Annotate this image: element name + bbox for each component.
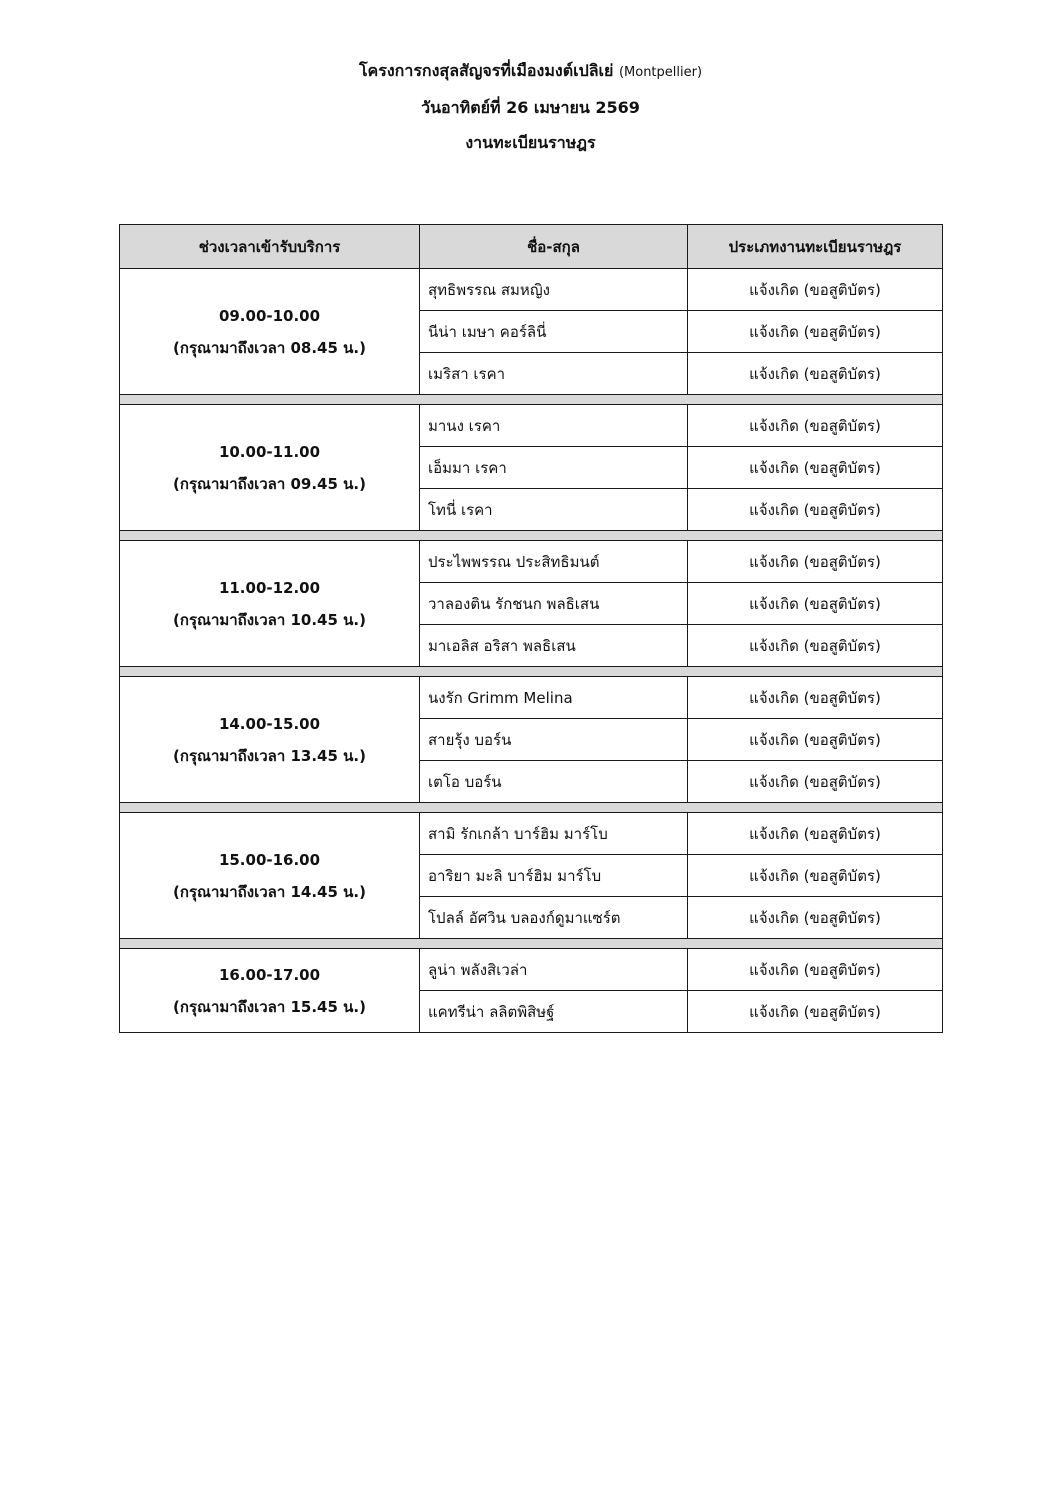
group-separator [120,803,943,813]
table-row [120,269,943,311]
service-type: แจ้งเกิด (ขอสูติบัตร) [688,353,943,395]
table-row [120,405,943,447]
title-english: (Montpellier) [618,65,703,80]
person-name: สามิ รักเกล้า บาร์ฮิม มาร์โบ [420,813,688,855]
column-header-type: ประเภทงานทะเบียนราษฎร [688,225,943,269]
person-name: เตโอ บอร์น [420,761,688,803]
person-name: มาเอลิส อริสา พลธิเสน [420,625,688,667]
document-date: วันอาทิตย์ที่ 26 เมษายน 2569 [421,98,640,117]
group-separator [120,667,943,677]
table-row [120,813,943,855]
document-section: งานทะเบียนราษฎร [465,133,596,152]
group-separator [120,531,943,541]
service-type: แจ้งเกิด (ขอสูติบัตร) [688,489,943,531]
group-separator [120,939,943,949]
time-slot-range: 10.00-11.00 [218,442,321,461]
person-name: สายรุ้ง บอร์น [420,719,688,761]
arrival-note: (กรุณามาถึงเวลา 14.45 น.) [173,882,366,901]
person-name: วาลองติน รักชนก พลธิเสน [420,583,688,625]
table-row [120,949,943,991]
service-type: แจ้งเกิด (ขอสูติบัตร) [688,719,943,761]
person-name: สุทธิพรรณ สมหญิง [420,269,688,311]
service-type: แจ้งเกิด (ขอสูติบัตร) [688,583,943,625]
document-header [0,62,1061,169]
service-type: แจ้งเกิด (ขอสูติบัตร) [688,813,943,855]
schedule-table [119,224,943,1033]
column-header-name: ชื่อ-สกุล [420,225,688,269]
service-type: แจ้งเกิด (ขอสูติบัตร) [688,311,943,353]
arrival-note: (กรุณามาถึงเวลา 13.45 น.) [173,746,366,765]
column-header-time: ช่วงเวลาเข้ารับบริการ [120,225,420,269]
service-type: แจ้งเกิด (ขอสูติบัตร) [688,949,943,991]
time-slot-cell [120,949,420,1033]
time-slot-range: 09.00-10.00 [218,306,321,325]
table-body [120,269,943,1033]
separator-cell [120,939,943,949]
service-type: แจ้งเกิด (ขอสูติบัตร) [688,625,943,667]
person-name: นงรัก Grimm Melina [420,677,688,719]
arrival-note: (กรุณามาถึงเวลา 08.45 น.) [173,338,366,357]
person-name: ลูน่า พลังสิเวล่า [420,949,688,991]
time-slot-range: 11.00-12.00 [218,578,321,597]
time-slot-cell [120,541,420,667]
person-name: นีน่า เมษา คอร์ลินี่ [420,311,688,353]
service-type: แจ้งเกิด (ขอสูติบัตร) [688,447,943,489]
service-type: แจ้งเกิด (ขอสูติบัตร) [688,991,943,1033]
person-name: ประไพพรรณ ประสิทธิมนต์ [420,541,688,583]
separator-cell [120,667,943,677]
separator-cell [120,395,943,405]
person-name: แคทรีน่า ลลิตพิสิษฐ์ [420,991,688,1033]
person-name: อาริยา มะลิ บาร์ฮิม มาร์โบ [420,855,688,897]
service-type: แจ้งเกิด (ขอสูติบัตร) [688,761,943,803]
time-slot-range: 14.00-15.00 [218,714,321,733]
arrival-note: (กรุณามาถึงเวลา 10.45 น.) [173,610,366,629]
person-name: โปลล์ อัศวิน บลองก์ดูมาแซร์ต [420,897,688,939]
arrival-note: (กรุณามาถึงเวลา 09.45 น.) [173,474,366,493]
time-slot-cell [120,269,420,395]
table-row [120,677,943,719]
title-thai: โครงการกงสุลสัญจรที่เมืองมงต์เปลิเย่ [358,61,614,80]
service-type: แจ้งเกิด (ขอสูติบัตร) [688,541,943,583]
service-type: แจ้งเกิด (ขอสูติบัตร) [688,855,943,897]
table-row [120,541,943,583]
group-separator [120,395,943,405]
time-slot-cell [120,677,420,803]
service-type: แจ้งเกิด (ขอสูติบัตร) [688,897,943,939]
separator-cell [120,531,943,541]
header-row [120,225,943,269]
person-name: เอ็มมา เรคา [420,447,688,489]
person-name: มานง เรคา [420,405,688,447]
service-type: แจ้งเกิด (ขอสูติบัตร) [688,677,943,719]
person-name: โทนี่ เรคา [420,489,688,531]
separator-cell [120,803,943,813]
document-title [0,62,1061,82]
service-type: แจ้งเกิด (ขอสูติบัตร) [688,269,943,311]
arrival-note: (กรุณามาถึงเวลา 15.45 น.) [173,997,366,1016]
time-slot-cell [120,813,420,939]
time-slot-range: 16.00-17.00 [218,965,321,984]
table-header [120,225,943,269]
time-slot-cell [120,405,420,531]
person-name: เมริสา เรคา [420,353,688,395]
time-slot-range: 15.00-16.00 [218,850,321,869]
service-type: แจ้งเกิด (ขอสูติบัตร) [688,405,943,447]
